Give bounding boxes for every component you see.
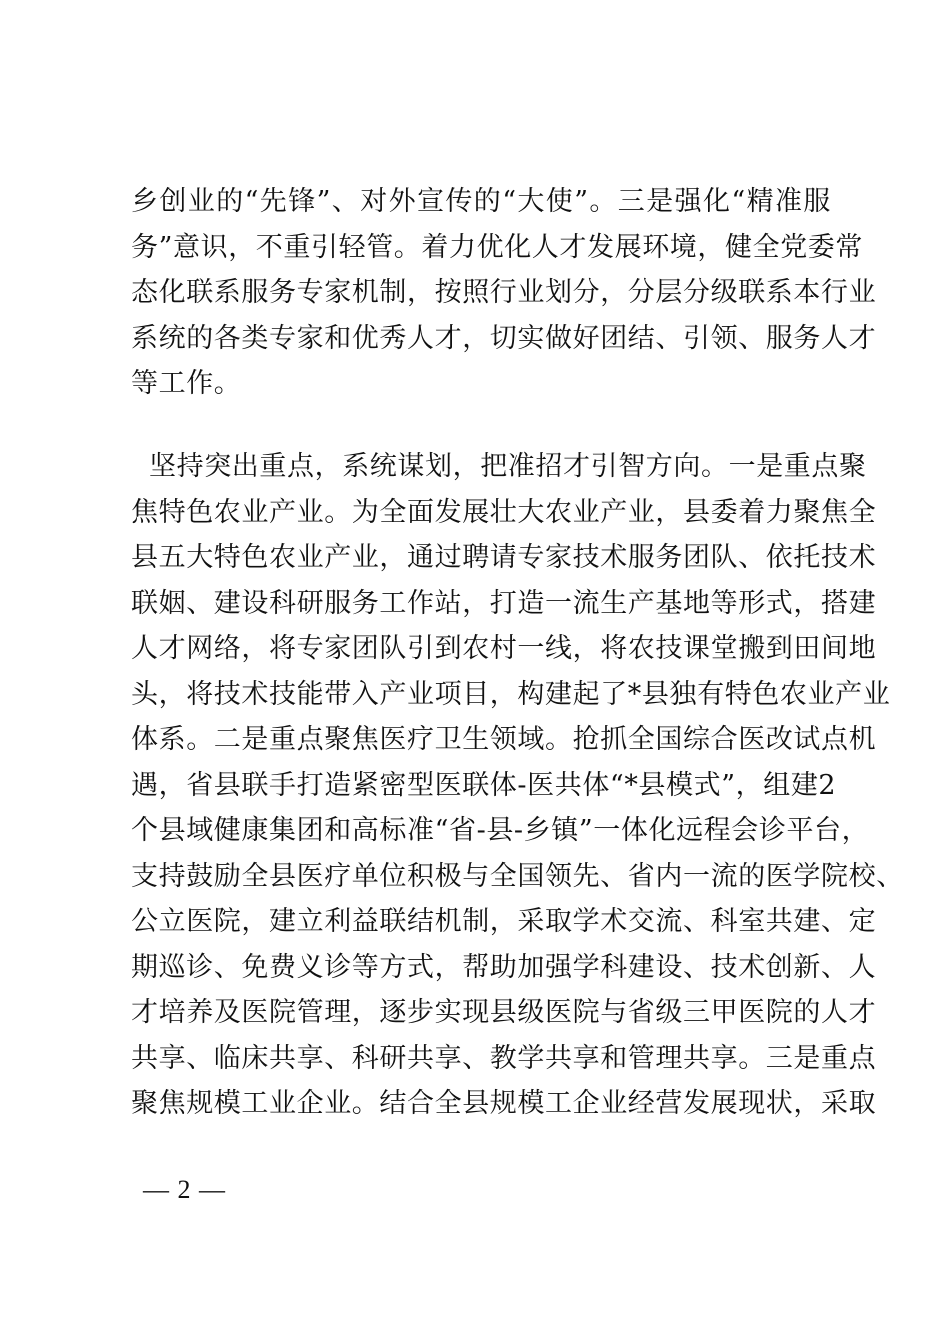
text-line: 体系。二是重点聚焦医疗卫生领域。抢抓全国综合医改试点机 [131, 724, 877, 755]
text-line: 等工作。 [131, 368, 242, 399]
text-line: 县五大特色农业产业，通过聘请专家技术服务团队、依托技术 [131, 542, 877, 573]
paragraph-2 [131, 444, 904, 1127]
text-line: 人才网络，将专家团队引到农村一线，将农技课堂搬到田间地 [131, 633, 877, 664]
text-line: 期巡诊、免费义诊等方式，帮助加强学科建设、技术创新、人 [131, 951, 877, 983]
text-line: 头，将技术技能带入产业项目，构建起了*县独有特色农业产业 [131, 678, 891, 710]
text-line: 联姻、建设科研服务工作站，打造一流生产基地等形式，搭建 [131, 587, 877, 619]
text-line: 支持鼓励全县医疗单位积极与全国领先、省内一流的医学院校、 [131, 860, 904, 892]
text-line: 乡创业的“先锋”、对外宣传的“大使”。三是强化“精准服 [131, 186, 831, 217]
text-line: 才培养及医院管理，逐步实现县级医院与省级三甲医院的人才 [131, 997, 877, 1028]
text-line: 个县域健康集团和高标准“省-县-乡镇”一体化远程会诊平台， [131, 815, 870, 846]
text-line: 坚持突出重点，系统谋划，把准招才引智方向。一是重点聚 [149, 451, 867, 482]
paragraph-1 [131, 179, 877, 407]
text-line: 务”意识，不重引轻管。着力优化人才发展环境，健全党委常 [131, 231, 864, 263]
text-line: 系统的各类专家和优秀人才，切实做好团结、引领、服务人才 [131, 322, 877, 354]
text-line: 共享、临床共享、科研共享、教学共享和管理共享。三是重点 [131, 1042, 877, 1074]
text-line: 公立医院，建立利益联结机制，采取学术交流、科室共建、定 [131, 906, 877, 937]
page-number: — 2 — [143, 1175, 226, 1204]
text-line: 聚焦规模工业企业。结合全县规模工企业经营发展现状，采取 [131, 1088, 877, 1119]
text-line: 焦特色农业产业。为全面发展壮大农业产业，县委着力聚焦全 [131, 496, 877, 528]
text-line: 态化联系服务专家机制，按照行业划分，分层分级联系本行业 [131, 277, 877, 308]
text-line: 遇，省县联手打造紧密型医联体-医共体“*县模式”，组建2 [131, 769, 837, 801]
